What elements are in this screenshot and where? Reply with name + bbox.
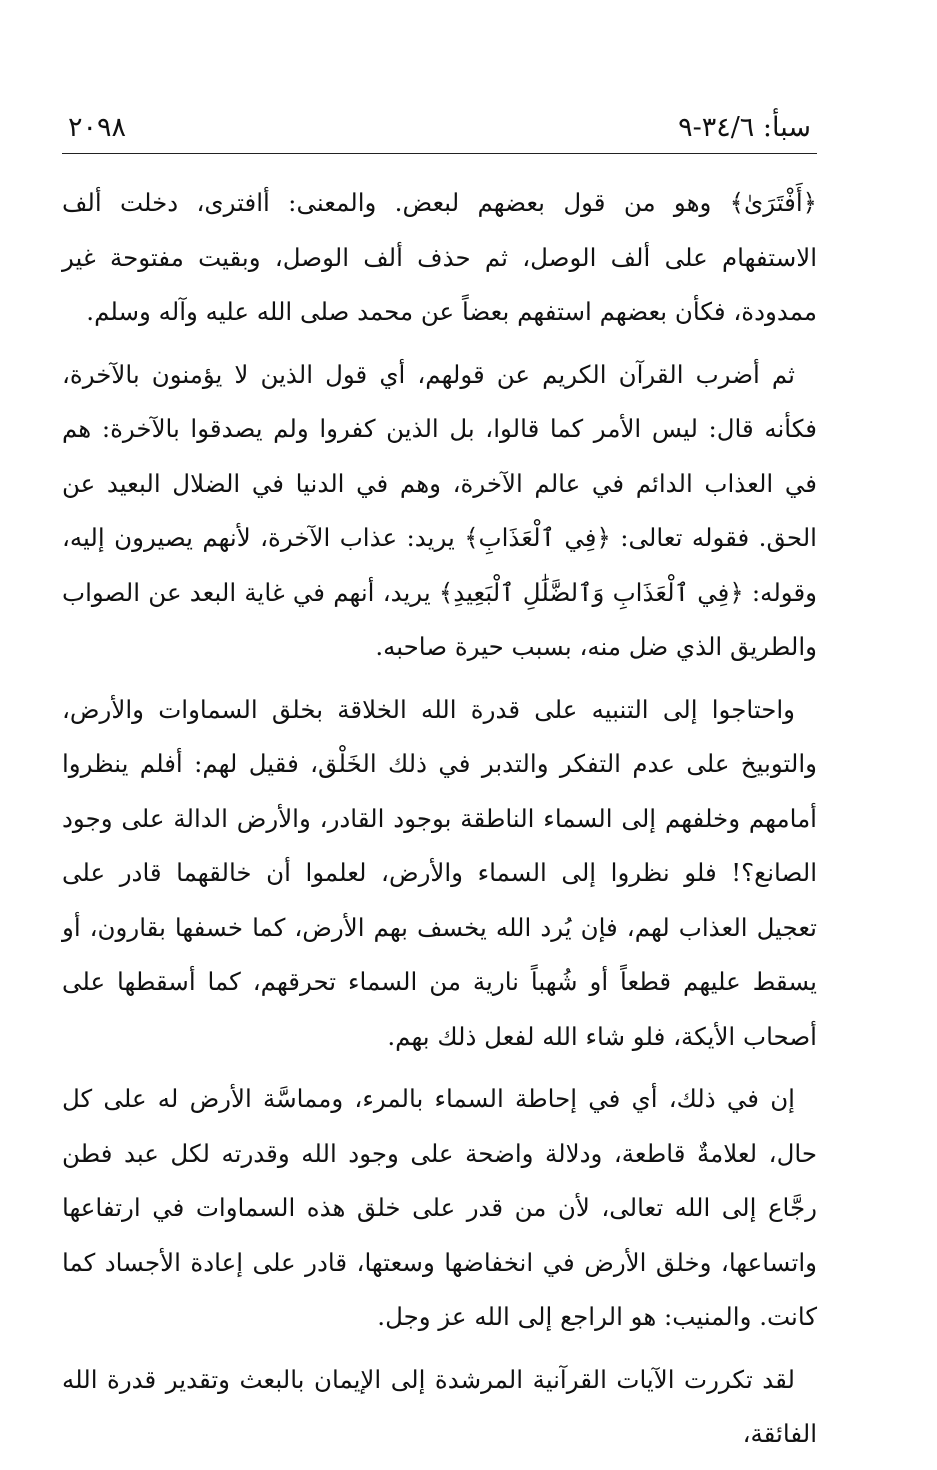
page-body bbox=[62, 176, 817, 1462]
paragraph: إن في ذلك، أي في إحاطة السماء بالمرء، ومماسَّة الأرض له على كل حال، لعلامةٌ قاطعة، ودلالة واضحة على وجود الله وقدرته لكل عبد فطن رجَّاع إلى الله تعالى، لأن من قدر على خلق هذه السماوات في ارتفاعها واتساعها، وخلق الأرض في انخفاضها وسعتها، قادر على إعادة الأجساد كما كانت. والمنيب: هو الراجع إلى الله عز وجل. bbox=[62, 1084, 817, 1331]
paragraph: ﴿أَفْتَرَىٰ﴾ وهو من قول بعضهم لبعض. والمعنى: أافترى، دخلت ألف الاستفهام على ألف الوصل، ثم حذف ألف الوصل، وبقيت مفتوحة غير ممدودة، فكأن بعضهم استفهم بعضاً عن محمد صلى الله عليه وآله وسلم. bbox=[62, 188, 817, 326]
page-number: ٢٠٩٨ bbox=[68, 112, 127, 143]
paragraph: لقد تكررت الآيات القرآنية المرشدة إلى الإيمان بالبعث وتقدير قدرة الله الفائقة، bbox=[62, 1364, 817, 1448]
book-page bbox=[62, 112, 817, 1470]
paragraph: ثم أضرب القرآن الكريم عن قولهم، أي قول الذين لا يؤمنون بالآخرة، فكأنه قال: ليس الأمر كما قالوا، بل الذين كفروا ولم يصدقوا بالآخرة: هم في العذاب الدائم في عالم الآخرة، وهم في الدنيا في الضلال البعيد عن الحق. فقوله تعالى: ﴿فِي ٱلْعَذَابِ﴾ يريد: عذاب الآخرة، لأنهم يصيرون إليه، وقوله: ﴿فِي ٱلْعَذَابِ وَٱلضَّلَٰلِ ٱلْبَعِيدِ﴾ يريد، أنهم في غاية البعد عن الصواب والطريق الذي ضل منه، بسبب حيرة صاحبه. bbox=[62, 359, 817, 661]
running-header bbox=[62, 112, 817, 154]
paragraph: واحتاجوا إلى التنبيه على قدرة الله الخلاقة بخلق السماوات والأرض، والتوبيخ على عدم التفكر والتدبر في ذلك الخَلْق، فقيل لهم: أفلم ينظروا أمامهم وخلفهم إلى السماء الناطقة بوجود القادر، والأرض الدالة على وجود الصانع؟! فلو نظروا إلى السماء والأرض، لعلموا أن خالقهما قادر على تعجيل العذاب لهم، فإن يُرد الله يخسف بهم الأرض، كما خسفها بقارون، أو يسقط عليهم قطعاً أو شُهباً نارية من السماء تحرقهم، كما أسقطها على أصحاب الأيكة، فلو شاء الله لفعل ذلك بهم. bbox=[62, 694, 817, 1051]
surah-reference: سبأ: ٣٤/٦-٩ bbox=[678, 112, 811, 143]
